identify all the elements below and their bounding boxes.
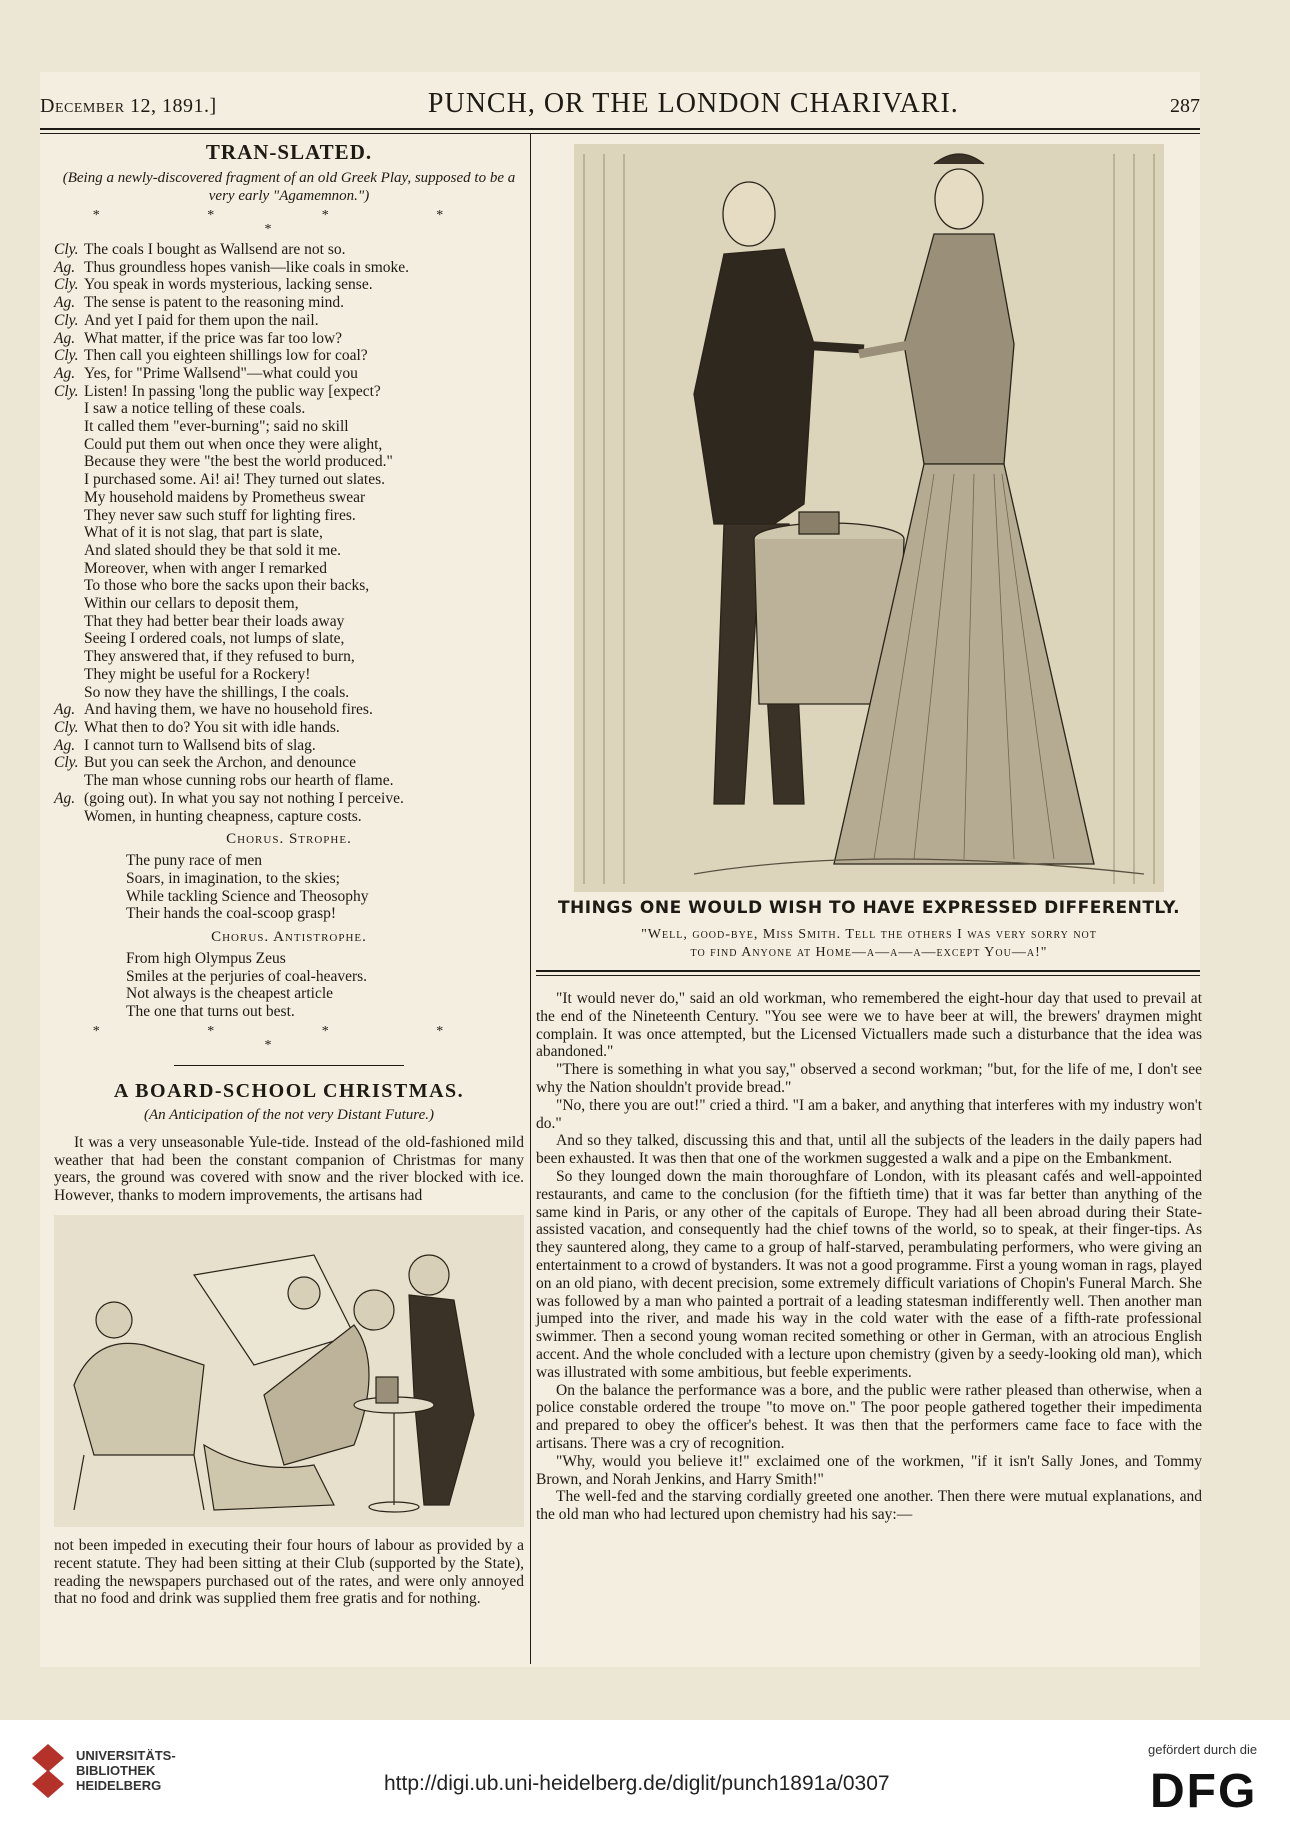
- cartoon-caption: [536, 926, 1202, 962]
- poem-dialogue: [54, 241, 524, 825]
- club-scene-drawing: [54, 1215, 524, 1527]
- cartoon-caption-line1: "Well, good-bye, Miss Smith. Tell the others I was very sorry not: [641, 927, 1097, 942]
- issue-date: December 12, 1891.]: [40, 95, 217, 117]
- speaker-label: [54, 684, 84, 702]
- poem-line: [54, 453, 524, 471]
- page-number: 287: [1170, 95, 1200, 117]
- speaker-label: Ag.: [54, 329, 76, 347]
- story-paragraph: "It would never do," said an old workman, who remembered the eight-hour day that used to prevail at the end of the Nineteenth Century. "You see were we to have beer at will, the brewers' draymen might complain. It was once attempted, but the Licensed Victuallers made such a disturbance that the idea was abandoned.": [536, 990, 1202, 1061]
- line-text: Moreover, when with anger I remarked: [84, 559, 327, 577]
- digitization-footer: [0, 1720, 1290, 1836]
- poem-line: [54, 241, 524, 259]
- chorus-line: The puny race of men: [126, 852, 262, 870]
- poem-line: [54, 276, 524, 294]
- poem-line: [54, 259, 524, 277]
- cartoon-title: THINGS ONE WOULD WISH TO HAVE EXPRESSED DIFFERENTLY.: [557, 898, 1181, 918]
- poem-line: [54, 507, 524, 525]
- story-body-left-cont: [54, 1537, 524, 1608]
- speaker-label: Cly.: [54, 347, 79, 365]
- speaker-label: [54, 630, 84, 648]
- chorus-strophe-heading: Chorus. Strophe.: [226, 831, 352, 848]
- chorus-line: Soars, in imagination, to the skies;: [126, 869, 340, 887]
- story-paragraph: So they lounged down the main thoroughfare of London, with its pleasant cafés and well-appointed restaurants, and came to the conclusion (for the fiftieth time) that it was far better than anything of the same kind in Paris, or any other of the capitals of Europe. They had all been abroad during their State-assisted vacation, and consequently had the chief towns of the world, so to speak, at their finger-tips. As they sauntered along, they came to a group of half-starved, perambulating performers, who were giving an entertainment to a crowd of bystanders. It was not a good programme. First a young woman in rags, played on an old piano, with decent precision, some extremely difficult variations of Chopin's Funeral March. She was followed by a man who painted a portrait of a leading statesman indifferently well. Then another man jumped into the river, and made his way in the cold water with the ease of a fifth-rate professional swimmer. Then a second young woman recited something or other in German, with an atrocious English accent. And the whole concluded with a lecture upon chemistry (given by a seedy-looking old man), which was illustrated with some ambitious, but feeble experiments.: [536, 1167, 1202, 1381]
- line-text: Yes, for "Prime Wallsend"—what could you: [84, 364, 358, 382]
- story-paragraph: On the balance the performance was a bore, and the public were rather pleased than otherwise, when a police constable ordered the troupe "to move on." The poor people gathered together their impedimenta and prepared to obey the officer's behest. It was then that the performers came face to face with the artisans. There was a cry of recognition.: [536, 1381, 1202, 1452]
- header-rule: [40, 128, 1200, 134]
- story-paragraph: The well-fed and the starving cordially greeted one another. Then there were mutual explanations, and the old man who had lectured upon chemistry had his say:—: [536, 1488, 1202, 1524]
- chorus-line: Smiles at the perjuries of coal-heavers.: [126, 967, 368, 985]
- line-text: And having them, we have no household fires.: [84, 701, 373, 719]
- line-text: My household maidens by Prometheus swear: [84, 488, 366, 506]
- chorus-line: While tackling Science and Theosophy: [126, 887, 369, 905]
- poem-line: [54, 630, 524, 648]
- poem-line: [54, 383, 524, 401]
- line-text: Could put them out when once they were alight,: [84, 435, 383, 453]
- poem-line: [54, 489, 524, 507]
- line-text: Seeing I ordered coals, not lumps of slate,: [84, 630, 345, 648]
- line-text: The sense is patent to the reasoning mind.: [84, 294, 344, 312]
- line-text: What matter, if the price was far too low?: [84, 329, 343, 347]
- poem-subtitle: (Being a newly-discovered fragment of an old Greek Play, supposed to be a very early "Agamemnon."): [62, 170, 516, 204]
- poem-line: [54, 737, 524, 755]
- line-text: So now they have the shillings, I the coals.: [84, 683, 350, 701]
- speaker-label: Cly.: [54, 754, 79, 772]
- stars-divider-end: * * * * *: [92, 1023, 496, 1053]
- line-text: Within our cellars to deposit them,: [84, 595, 299, 613]
- speaker-label: [54, 507, 84, 525]
- line-text: That they had better bear their loads away: [84, 612, 345, 630]
- speaker-label: Ag.: [54, 736, 76, 754]
- story-paragraph: not been impeded in executing their four hours of labour as provided by a recent statute. They had been sitting at their Club (supported by the State), reading the newspapers purchased out of the rates, and were only annoyed that no food and drink was supplied them free gratis and for nothing.: [54, 1537, 524, 1608]
- poem-title: TRAN-SLATED.: [205, 140, 373, 164]
- line-text: They never saw such stuff for lighting fires.: [84, 506, 356, 524]
- story-paragraph: "There is something in what you say," observed a second workman; "but, for the life of me, I don't see why the Nation shouldn't provide bread.": [536, 1061, 1202, 1096]
- chorus-line: The one that turns out best.: [126, 1003, 295, 1021]
- line-text: But you can seek the Archon, and denounce: [84, 754, 357, 772]
- speaker-label: [54, 471, 84, 489]
- line-text: I purchased some. Ai! ai! They turned out slates.: [84, 471, 386, 489]
- poem-line: [54, 365, 524, 383]
- chorus-line: From high Olympus Zeus: [126, 950, 286, 968]
- poem-line: [54, 701, 524, 719]
- speaker-label: [54, 524, 84, 542]
- poem-line: [54, 418, 524, 436]
- speaker-label: [54, 436, 84, 454]
- line-text: Listen! In passing 'long the public way [expect?: [84, 382, 381, 400]
- university-library-logo-icon: [28, 1740, 68, 1800]
- line-text: The coals I bought as Wallsend are not so.: [84, 241, 346, 258]
- speaker-label: [54, 595, 84, 613]
- poem-line: [54, 577, 524, 595]
- speaker-label: [54, 613, 84, 631]
- speaker-label: [54, 560, 84, 578]
- chorus-line: Their hands the coal-scoop grasp!: [126, 905, 337, 923]
- speaker-label: [54, 772, 84, 790]
- cartoon-rule: [536, 970, 1200, 976]
- chorus-line: Not always is the cheapest article: [126, 985, 334, 1003]
- funding-note: gefördert durch die: [1148, 1742, 1258, 1757]
- line-text: Then call you eighteen shillings low for coal?: [84, 347, 368, 365]
- chorus-antistrophe: [54, 950, 524, 1021]
- speaker-label: Ag.: [54, 364, 76, 382]
- speaker-label: Ag.: [54, 701, 76, 719]
- line-text: What then to do? You sit with idle hands.: [84, 718, 340, 736]
- farewell-cartoon-drawing: [574, 144, 1164, 892]
- library-name-line: HEIDELBERG: [76, 1778, 162, 1793]
- speaker-label: [54, 400, 84, 418]
- speaker-label: [54, 418, 84, 436]
- poem-line: [54, 294, 524, 312]
- speaker-label: Ag.: [54, 258, 76, 276]
- line-text: They answered that, if they refused to burn,: [84, 648, 355, 666]
- speaker-label: Cly.: [54, 311, 79, 329]
- poem-line: [54, 808, 524, 826]
- speaker-label: [54, 453, 84, 471]
- library-name-line: BIBLIOTHEK: [76, 1763, 156, 1778]
- poem-line: [54, 436, 524, 454]
- line-text: The man whose cunning robs our hearth of flame.: [84, 772, 394, 790]
- line-text: To those who bore the sacks upon their backs,: [84, 577, 370, 595]
- story-body-right: [536, 990, 1202, 1524]
- library-name: [76, 1748, 176, 1793]
- page-header: [40, 88, 1200, 126]
- chorus-antistrophe-heading: Chorus. Antistrophe.: [211, 929, 367, 946]
- poem-line: [54, 347, 524, 365]
- story-subtitle: (An Anticipation of the not very Distant Future.): [144, 1106, 434, 1123]
- line-text: I saw a notice telling of these coals.: [84, 400, 306, 418]
- line-text: Because they were "the best the world produced.": [84, 453, 393, 471]
- masthead: PUNCH, OR THE LONDON CHARIVARI.: [427, 88, 959, 119]
- stars-divider: * * * * *: [92, 208, 496, 237]
- poem-line: [54, 790, 524, 808]
- speaker-label: [54, 666, 84, 684]
- poem-line: [54, 648, 524, 666]
- club-illustration: [54, 1215, 524, 1527]
- poem-line: [54, 542, 524, 560]
- source-url-link[interactable]: http://digi.ub.uni-heidelberg.de/diglit/punch1891a/0307: [384, 1772, 890, 1795]
- poem-line: [54, 330, 524, 348]
- poem-line: [54, 471, 524, 489]
- story-title: A BOARD-SCHOOL CHRISTMAS.: [113, 1079, 465, 1102]
- poem-line: [54, 595, 524, 613]
- poem-line: [54, 560, 524, 578]
- story-paragraph: "Why, would you believe it!" exclaimed one of the workmen, "if it isn't Sally Jones, and Tommy Brown, and Norah Jenkins, and Harry Smith!": [536, 1452, 1202, 1488]
- left-column: [54, 140, 524, 1608]
- speaker-label: Ag.: [54, 294, 76, 312]
- cartoon-caption-line2: to find Anyone at Home—a—a—a—except You—a!": [690, 945, 1048, 960]
- poem-line: [54, 400, 524, 418]
- story-paragraph: "No, there you are out!" cried a third. "I am a baker, and anything that interferes with my industry won't do.": [536, 1096, 1202, 1132]
- speaker-label: Cly.: [54, 382, 79, 400]
- story-body-left: [54, 1134, 524, 1205]
- poem-line: [54, 719, 524, 737]
- poem-line: [54, 613, 524, 631]
- line-text: (going out). In what you say not nothing I perceive.: [84, 789, 404, 807]
- section-rule: [174, 1065, 404, 1066]
- speaker-label: [54, 489, 84, 507]
- poem-line: [54, 772, 524, 790]
- story-paragraph: And so they talked, discussing this and that, until all the subjects of the leaders in the daily papers had been exhausted. It was then that one of the workmen suggested a walk and a pipe on the Embankment.: [536, 1132, 1202, 1168]
- line-text: You speak in words mysterious, lacking sense.: [84, 276, 373, 294]
- speaker-label: [54, 808, 84, 826]
- speaker-label: Cly.: [54, 718, 79, 736]
- line-text: It called them "ever-burning"; said no skill: [84, 418, 349, 436]
- poem-line: [54, 684, 524, 702]
- library-name-line: UNIVERSITÄTS-: [76, 1748, 176, 1763]
- speaker-label: [54, 542, 84, 560]
- dfg-logo: DFG: [1150, 1765, 1258, 1818]
- line-text: And slated should they be that sold it me.: [84, 541, 342, 559]
- speaker-label: Ag.: [54, 789, 76, 807]
- line-text: Women, in hunting cheapness, capture costs.: [84, 807, 362, 825]
- speaker-label: Cly.: [54, 241, 79, 258]
- line-text: I cannot turn to Wallsend bits of slag.: [84, 736, 316, 754]
- poem-line: [54, 312, 524, 330]
- poem-line: [54, 524, 524, 542]
- column-divider: [530, 134, 531, 1664]
- speaker-label: [54, 577, 84, 595]
- line-text: And yet I paid for them upon the nail.: [84, 311, 319, 329]
- speaker-label: Cly.: [54, 276, 79, 294]
- line-text: Thus groundless hopes vanish—like coals in smoke.: [84, 258, 410, 276]
- poem-line: [54, 754, 524, 772]
- line-text: They might be useful for a Rockery!: [84, 665, 311, 683]
- line-text: What of it is not slag, that part is slate,: [84, 524, 323, 542]
- poem-line: [54, 666, 524, 684]
- chorus-strophe: [54, 852, 524, 923]
- story-paragraph: It was a very unseasonable Yule-tide. Instead of the old-fashioned mild weather that had been the constant companion of Christmas for many years, the ground was covered with snow and the river blocked with ice. However, thanks to modern improvements, the artisans had: [54, 1133, 524, 1205]
- cartoon-illustration: [574, 144, 1164, 892]
- speaker-label: [54, 648, 84, 666]
